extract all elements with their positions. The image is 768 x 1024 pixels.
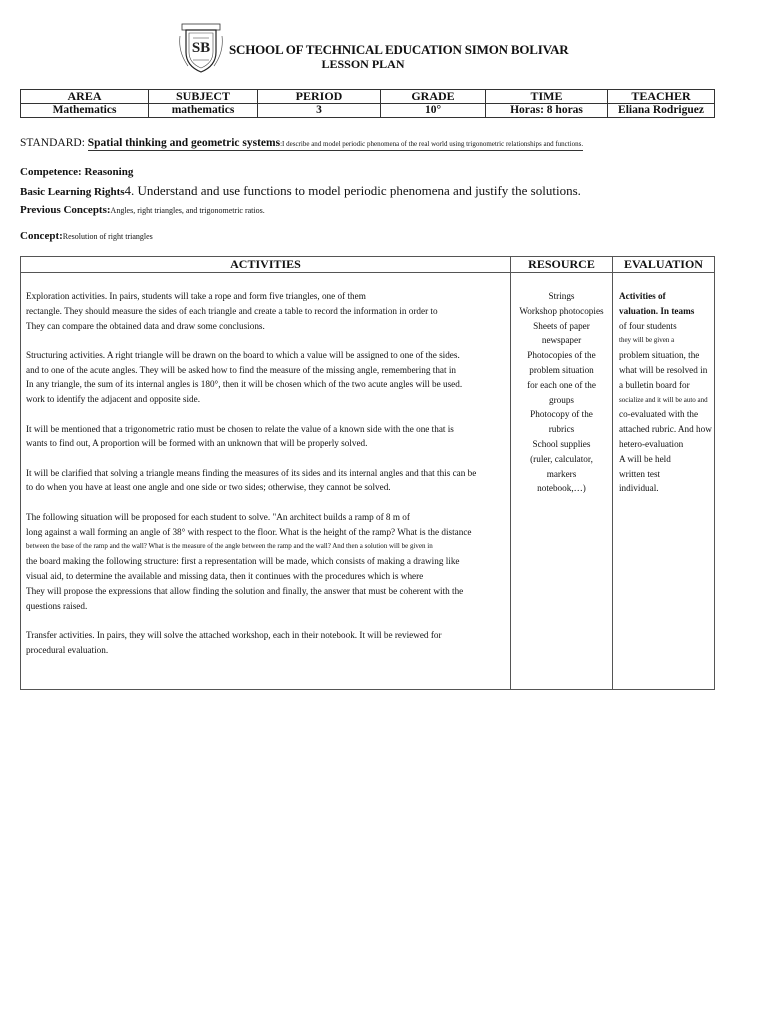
value-time: Horas: 8 horas [486, 104, 608, 118]
activity-line: visual aid, to determine the available and missing data, then it continues with the procedures which is where [26, 570, 424, 581]
activity-line: They can compare the obtained data and draw some conclusions. [26, 320, 265, 331]
competence-line [20, 166, 133, 178]
evaluation-header: EVALUATION [613, 257, 715, 273]
activities-table [20, 256, 715, 690]
activity-line: between the base of the ramp and the wall? What is the measure of the angle between the ramp and the wall? And then a solution will be given in [26, 542, 433, 551]
resource-line: for each one of the [527, 379, 596, 390]
resource-header: RESOURCE [511, 257, 613, 273]
activity-line: It will be clarified that solving a triangle means finding the measures of its sides and its internal angles and that this can be [26, 467, 477, 478]
activity-line: In any triangle, the sum of its internal angles is 180°, then it will be chosen which of the two acute angles will be used. [26, 379, 463, 390]
header-period: PERIOD [258, 90, 381, 104]
concept-value: Resolution of right triangles [62, 232, 153, 241]
evaluation-line: what will be resolved in [619, 364, 708, 375]
evaluation-line: socialize and it will be auto and [619, 395, 708, 404]
resource-line: Photocopy of the [530, 409, 593, 420]
activities-cell [21, 273, 511, 690]
evaluation-line: of four students [619, 320, 677, 331]
activity-line: wants to find out, A proportion will be formed with an unknown that will be properly solved. [26, 438, 368, 449]
info-value-row [21, 104, 715, 118]
resource-line: (ruler, calculator, [530, 453, 593, 464]
evaluation-line: Activities of [619, 291, 666, 301]
basic-rights-line [20, 183, 581, 199]
info-table [20, 89, 715, 118]
standard-line [20, 137, 583, 149]
evaluation-line: attached rubric. And how [619, 424, 712, 435]
resource-line: Sheets of paper [533, 320, 590, 331]
basic-rights-value: 4. Understand and use functions to model periodic phenomena and justify the solutions. [124, 183, 581, 198]
activity-line: work to identify the adjacent and opposite side. [26, 394, 201, 405]
info-header-row [21, 90, 715, 104]
school-crest-icon [178, 22, 224, 74]
resource-line: Strings [548, 291, 575, 301]
value-grade: 10° [381, 104, 486, 118]
activity-line: questions raised. [26, 600, 88, 611]
activity-line: and to one of the acute angles. They will be asked how to find the measure of the missing angle, remembering that in [26, 364, 456, 375]
activities-header: ACTIVITIES [21, 257, 511, 273]
standard-text: :I describe and model periodic phenomena of the real world using trigonometric relationships and functions. [280, 140, 584, 148]
header-time: TIME [486, 90, 608, 104]
activity-line: The following situation will be proposed for each student to solve. "An architect builds a ramp of 8 m of [26, 511, 410, 522]
activity-line: procedural evaluation. [26, 644, 109, 655]
activity-line: Structuring activities. A right triangle will be drawn on the board to which a value will be assigned to one of the sides. [26, 349, 460, 360]
header-area: AREA [21, 90, 149, 104]
header-subject: SUBJECT [149, 90, 258, 104]
document-title: LESSON PLAN [321, 57, 405, 71]
standard-title: Spatial thinking and geometric systems [87, 137, 281, 149]
concept-line [20, 230, 153, 242]
activity-paragraph-transfer [26, 628, 506, 658]
concept-label: Concept: [20, 230, 63, 242]
competence-value: Reasoning [84, 166, 134, 178]
previous-concepts-label: Previous Concepts: [20, 204, 111, 216]
activity-paragraph-structuring [26, 348, 506, 407]
resource-line: Photocopies of the [527, 350, 596, 361]
svg-text:SB: SB [191, 40, 211, 56]
standard-label: STANDARD: [20, 137, 85, 149]
basic-rights-label: Basic Learning Rights [20, 186, 125, 198]
evaluation-line: written test [619, 468, 661, 479]
evaluation-line: hetero-evaluation [619, 438, 684, 449]
activity-paragraph-clarify [26, 466, 506, 496]
activity-paragraph-situation [26, 510, 506, 614]
evaluation-line: A will be held [619, 453, 671, 464]
evaluation-line: individual. [619, 483, 659, 494]
resource-line: School supplies [532, 438, 591, 449]
resource-line: rubrics [548, 424, 575, 435]
resource-line: newspaper [541, 335, 582, 346]
previous-concepts-value: Angles, right triangles, and trigonometric ratios. [110, 206, 265, 215]
activity-line: the board making the following structure: first a representation will be made, which consists of making a drawing like [26, 556, 460, 567]
competence-label: Competence: [20, 166, 82, 178]
evaluation-line: they will be given a [619, 336, 675, 345]
value-subject: mathematics [149, 104, 258, 118]
evaluation-line: problem situation, the [619, 350, 700, 361]
evaluation-line: co-evaluated with the [619, 409, 699, 420]
activity-line: rectangle. They should measure the sides of each triangle and create a table to record the information in order to [26, 305, 438, 316]
resource-line: problem situation [529, 364, 594, 375]
resource-line: groups [548, 394, 574, 405]
activity-line: to do when you have at least one angle and one side or two sides; otherwise, they cannot be solved. [26, 482, 391, 493]
previous-concepts-line [20, 204, 265, 216]
activity-line: long against a wall forming an angle of 38° with respect to the floor. What is the height of the ramp? What is the distance [26, 526, 472, 537]
value-area: Mathematics [21, 104, 149, 118]
activity-line: Exploration activities. In pairs, students will take a rope and form five triangles, one of them [26, 291, 366, 301]
activity-paragraph-ratio [26, 422, 506, 452]
activity-line: It will be mentioned that a trigonometric ratio must be chosen to relate the value of a known side with the one that is [26, 423, 454, 434]
activity-paragraph-exploration [26, 289, 506, 333]
evaluation-line: a bulletin board for [619, 379, 690, 390]
value-teacher: Eliana Rodriguez [608, 104, 715, 118]
header-grade: GRADE [381, 90, 486, 104]
header-teacher: TEACHER [608, 90, 715, 104]
activity-line: They will propose the expressions that allow finding the solution and finally, the answer that must be coherent with the [26, 585, 464, 596]
evaluation-line: valuation. In teams [619, 305, 695, 316]
school-name: SCHOOL OF TECHNICAL EDUCATION SIMON BOLIVAR [229, 42, 569, 57]
resource-line: markers [546, 468, 577, 479]
resource-cell [511, 273, 613, 690]
activities-body-row [21, 273, 715, 690]
resource-line: notebook,…) [537, 483, 586, 494]
evaluation-cell [613, 273, 715, 690]
resource-line: Workshop photocopies [519, 305, 604, 316]
value-period: 3 [258, 104, 381, 118]
activity-line: Transfer activities. In pairs, they will solve the attached workshop, each in their notebook. It will be reviewed for [26, 629, 442, 640]
activities-header-row [21, 257, 715, 273]
